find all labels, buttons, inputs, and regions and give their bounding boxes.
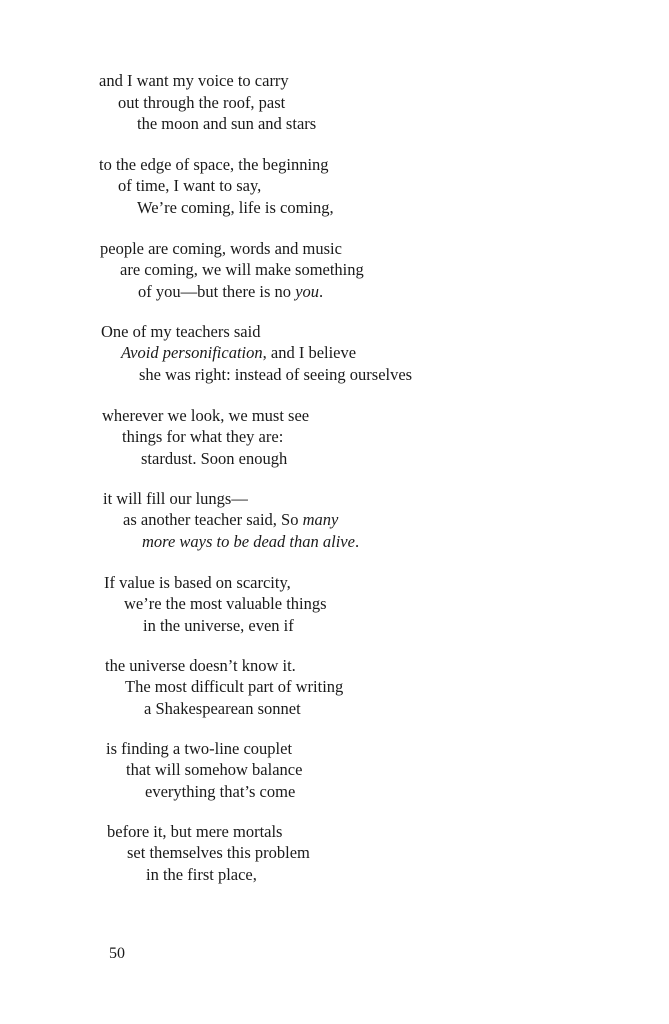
line-text: The most difficult part of writing bbox=[125, 677, 344, 696]
poem-line bbox=[127, 845, 310, 862]
poem-line bbox=[118, 178, 261, 195]
poem-line bbox=[144, 701, 301, 718]
poem-line bbox=[138, 284, 323, 301]
line-text: One of my teachers said bbox=[101, 322, 261, 341]
line-text: before it, but mere mortals bbox=[107, 822, 283, 841]
poem-line bbox=[100, 241, 342, 258]
poem-line bbox=[141, 451, 287, 468]
poem-line bbox=[139, 367, 412, 384]
emphasis-text: Avoid personification bbox=[121, 343, 263, 362]
page-number: 50 bbox=[109, 945, 125, 962]
poem-line bbox=[105, 658, 296, 675]
poem-line bbox=[125, 679, 343, 696]
poem-line bbox=[124, 596, 327, 613]
line-text: is finding a two-line couplet bbox=[106, 739, 293, 758]
line-text: a Shakespearean sonnet bbox=[144, 699, 301, 718]
line-text: out through the roof, past bbox=[118, 93, 286, 112]
poem-line bbox=[99, 157, 329, 174]
poem-line bbox=[106, 741, 292, 758]
poem-line bbox=[121, 345, 356, 362]
line-text: and I want my voice to carry bbox=[99, 71, 289, 90]
line-text: If value is based on scarcity, bbox=[104, 573, 291, 592]
emphasis-text: more ways to be dead than alive bbox=[142, 532, 355, 551]
poem-line bbox=[146, 867, 257, 884]
poem-line bbox=[99, 73, 289, 90]
line-text: as another teacher said, So bbox=[123, 510, 303, 529]
poem-line bbox=[104, 575, 291, 592]
poem-line bbox=[101, 324, 260, 341]
poem-line bbox=[137, 116, 316, 133]
line-text: wherever we look, we must see bbox=[102, 406, 310, 425]
line-text: the moon and sun and stars bbox=[137, 114, 317, 133]
line-text: the universe doesn’t know it. bbox=[105, 656, 296, 675]
emphasis-text: you bbox=[295, 282, 320, 301]
line-text: . bbox=[319, 282, 324, 301]
line-text: we’re the most valuable things bbox=[124, 594, 327, 613]
emphasis-text: many bbox=[302, 510, 339, 529]
poem-line bbox=[122, 429, 283, 446]
poem-line bbox=[143, 618, 294, 635]
line-text: everything that’s come bbox=[145, 782, 296, 801]
poem-line bbox=[145, 784, 295, 801]
poem-line bbox=[126, 762, 302, 779]
poem-line bbox=[120, 262, 364, 279]
line-text: people are coming, words and music bbox=[100, 239, 342, 258]
line-text: in the universe, even if bbox=[143, 616, 294, 635]
line-text: to the edge of space, the beginning bbox=[99, 155, 329, 174]
poem-line bbox=[107, 824, 282, 841]
line-text: , and I believe bbox=[262, 343, 357, 362]
line-text: of you—but there is no bbox=[138, 282, 296, 301]
poem-line bbox=[103, 491, 248, 508]
line-text: things for what they are: bbox=[122, 427, 284, 446]
poem-line bbox=[102, 408, 309, 425]
poem-line bbox=[137, 200, 334, 217]
line-text: in the first place, bbox=[146, 865, 257, 884]
line-text: We’re coming, life is coming, bbox=[137, 198, 334, 217]
line-text: it will fill our lungs— bbox=[103, 489, 248, 508]
poem-line bbox=[118, 95, 285, 112]
line-text: are coming, we will make something bbox=[120, 260, 364, 279]
poem-line bbox=[123, 512, 338, 529]
line-text: set themselves this problem bbox=[127, 843, 310, 862]
line-text: that will somehow balance bbox=[126, 760, 303, 779]
line-text: of time, I want to say, bbox=[118, 176, 262, 195]
line-text: she was right: instead of seeing ourselves bbox=[139, 365, 413, 384]
line-text: stardust. Soon enough bbox=[141, 449, 288, 468]
line-text: . bbox=[354, 532, 360, 551]
poem-line bbox=[142, 534, 359, 551]
